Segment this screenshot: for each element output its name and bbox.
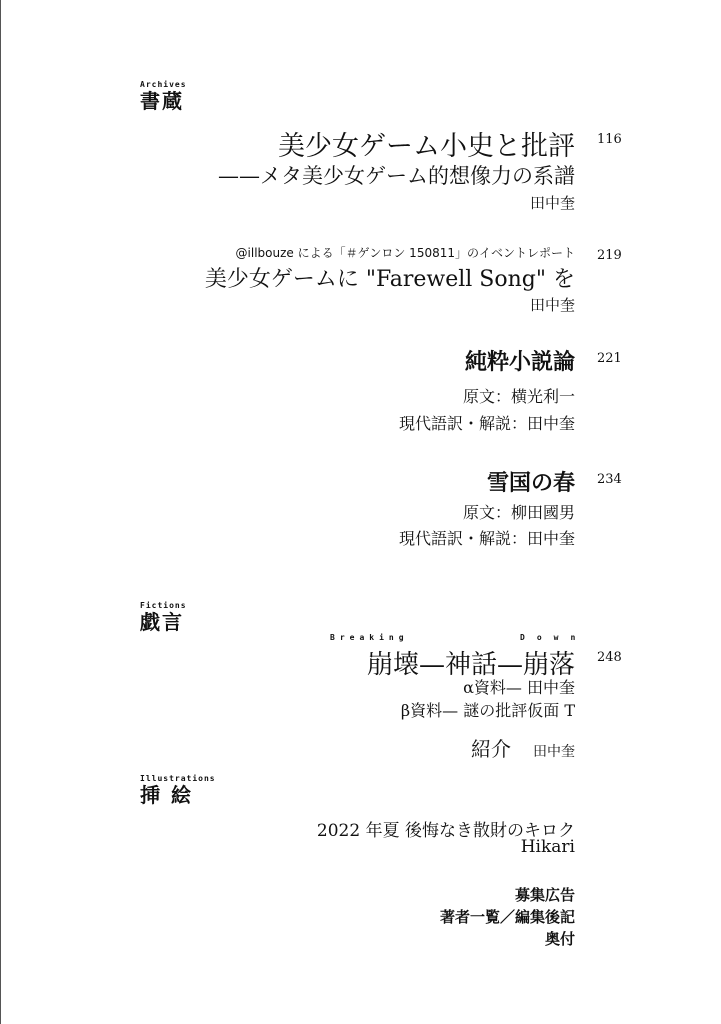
- back-matter-item[interactable]: 著者一覧／編集後記: [439, 908, 575, 926]
- back-matter-item[interactable]: 奥付: [544, 930, 575, 948]
- page-number: 248: [597, 650, 622, 665]
- back-matter-item[interactable]: 募集広告: [514, 886, 575, 904]
- toc-title[interactable]: 雪国の春: [486, 471, 575, 496]
- toc-subtitle: ——メタ美少女ゲーム的想像力の系譜: [218, 164, 575, 188]
- intro-author: 田中奎: [533, 744, 575, 760]
- toc-author: 田中奎: [529, 296, 575, 314]
- page-number: 116: [597, 132, 622, 147]
- ruby-breaking: Breaking: [330, 633, 409, 642]
- section-label-ja: 戯言: [140, 610, 184, 634]
- section-heading-illustrations: [140, 774, 216, 806]
- toc-title[interactable]: 純粋小説論: [464, 350, 575, 375]
- section-label-en: Archives: [140, 80, 187, 89]
- toc-lead: @illbouze による「＃ゲンロン 150811」のイベントレポート: [235, 246, 575, 260]
- toc-intro: [471, 733, 575, 762]
- left-border: [0, 0, 1, 1024]
- toc-credit: 原文：横光利一: [462, 387, 575, 406]
- toc-credit: 現代語訳・解説：田中奎: [398, 414, 575, 433]
- toc-credit: α資料— 田中奎: [463, 678, 575, 697]
- section-label-ja: 書蔵: [140, 89, 184, 113]
- section-label-en: Fictions: [140, 601, 187, 610]
- toc-title[interactable]: 美少女ゲーム小史と批評: [278, 131, 575, 162]
- section-heading-fictions: [140, 601, 187, 633]
- toc-author: 田中奎: [529, 194, 575, 212]
- intro-label: 紹介: [471, 737, 511, 761]
- toc-artist: Hikari: [520, 837, 575, 857]
- page-number: 234: [597, 472, 622, 487]
- toc-title[interactable]: 2022 年夏 後悔なき散財のキロク: [316, 821, 575, 841]
- toc-credit: β資料— 謎の批評仮面 T: [400, 701, 575, 720]
- section-label-en: Illustrations: [140, 774, 216, 783]
- toc-credit: 現代語訳・解説：田中奎: [398, 529, 575, 548]
- toc-title[interactable]: 美少女ゲームに "Farewell Song" を: [204, 267, 575, 292]
- page-number: 221: [597, 351, 622, 366]
- section-heading-archives: [140, 80, 187, 112]
- ruby-down: Down: [520, 633, 588, 642]
- section-label-ja: 挿 絵: [140, 783, 193, 807]
- toc-title[interactable]: 崩壊—神話—崩落: [366, 650, 575, 680]
- toc-credit: 原文：柳田國男: [462, 503, 575, 522]
- page-number: 219: [597, 248, 622, 263]
